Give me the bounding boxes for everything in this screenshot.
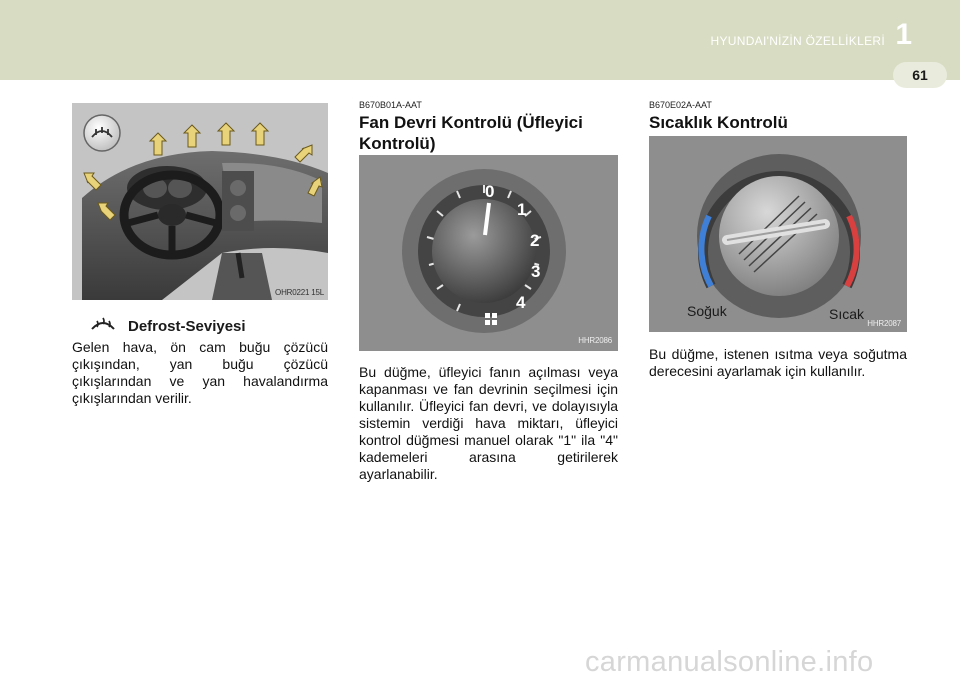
defrost-subtitle: Defrost-Seviyesi (128, 318, 246, 335)
figure-code: OHR0221 15L (275, 288, 324, 297)
temp-control-figure (649, 136, 907, 332)
figure-code: HHR2087 (867, 319, 901, 328)
dial-label-4: 4 (516, 293, 526, 312)
dashboard-illustration (72, 103, 328, 300)
figure-code: HHR2086 (578, 336, 612, 345)
defrost-icon (90, 313, 116, 333)
watermark: carmanualsonline.info (585, 646, 874, 678)
cold-label: Soğuk (687, 303, 727, 319)
fan-section-code: B670B01A-AAT (359, 100, 422, 110)
defrost-body: Gelen hava, ön cam buğu çözücü çıkışından, yan buğu çözücü çıkışlarından ve yan havalandırma çıkışlarından verilir. (72, 339, 328, 406)
dial-label-1: 1 (517, 200, 527, 219)
temp-section-body: Bu düğme, istenen ısıtma veya soğutma derecesini ayarlamak için kullanılır. (649, 346, 907, 379)
fan-section-body: Bu düğme, üfleyici fanın açılması veya kapanması ve fan devrinin seçilmesi için kullanılır. Üfleyici fan devri, ve dolayısıyla sistemin verdiği hava miktarı, üfleyici kontrol düğmesi manuel olarak "1" ila "4" kademeleri arasına getirilerek ayarlanabilir. (359, 364, 618, 482)
chapter-title: HYUNDAI'NİZİN ÖZELLİKLERİ (710, 34, 885, 48)
fan-section-title: Fan Devri Kontrolü (Üfleyici Kontrolü) (359, 113, 583, 153)
dial-label-3: 3 (531, 262, 541, 281)
temp-section-title: Sıcaklık Kontrolü (649, 113, 788, 132)
page-number: 61 (893, 62, 947, 88)
temp-section-code: B670E02A-AAT (649, 100, 712, 110)
hot-label: Sıcak (829, 306, 865, 322)
fan-control-figure (359, 155, 618, 351)
dial-label-2: 2 (530, 231, 540, 250)
dashboard-figure (72, 103, 328, 300)
page-header (0, 0, 960, 80)
chapter-number: 1 (895, 18, 912, 51)
dial-label-0: 0 (485, 182, 495, 201)
